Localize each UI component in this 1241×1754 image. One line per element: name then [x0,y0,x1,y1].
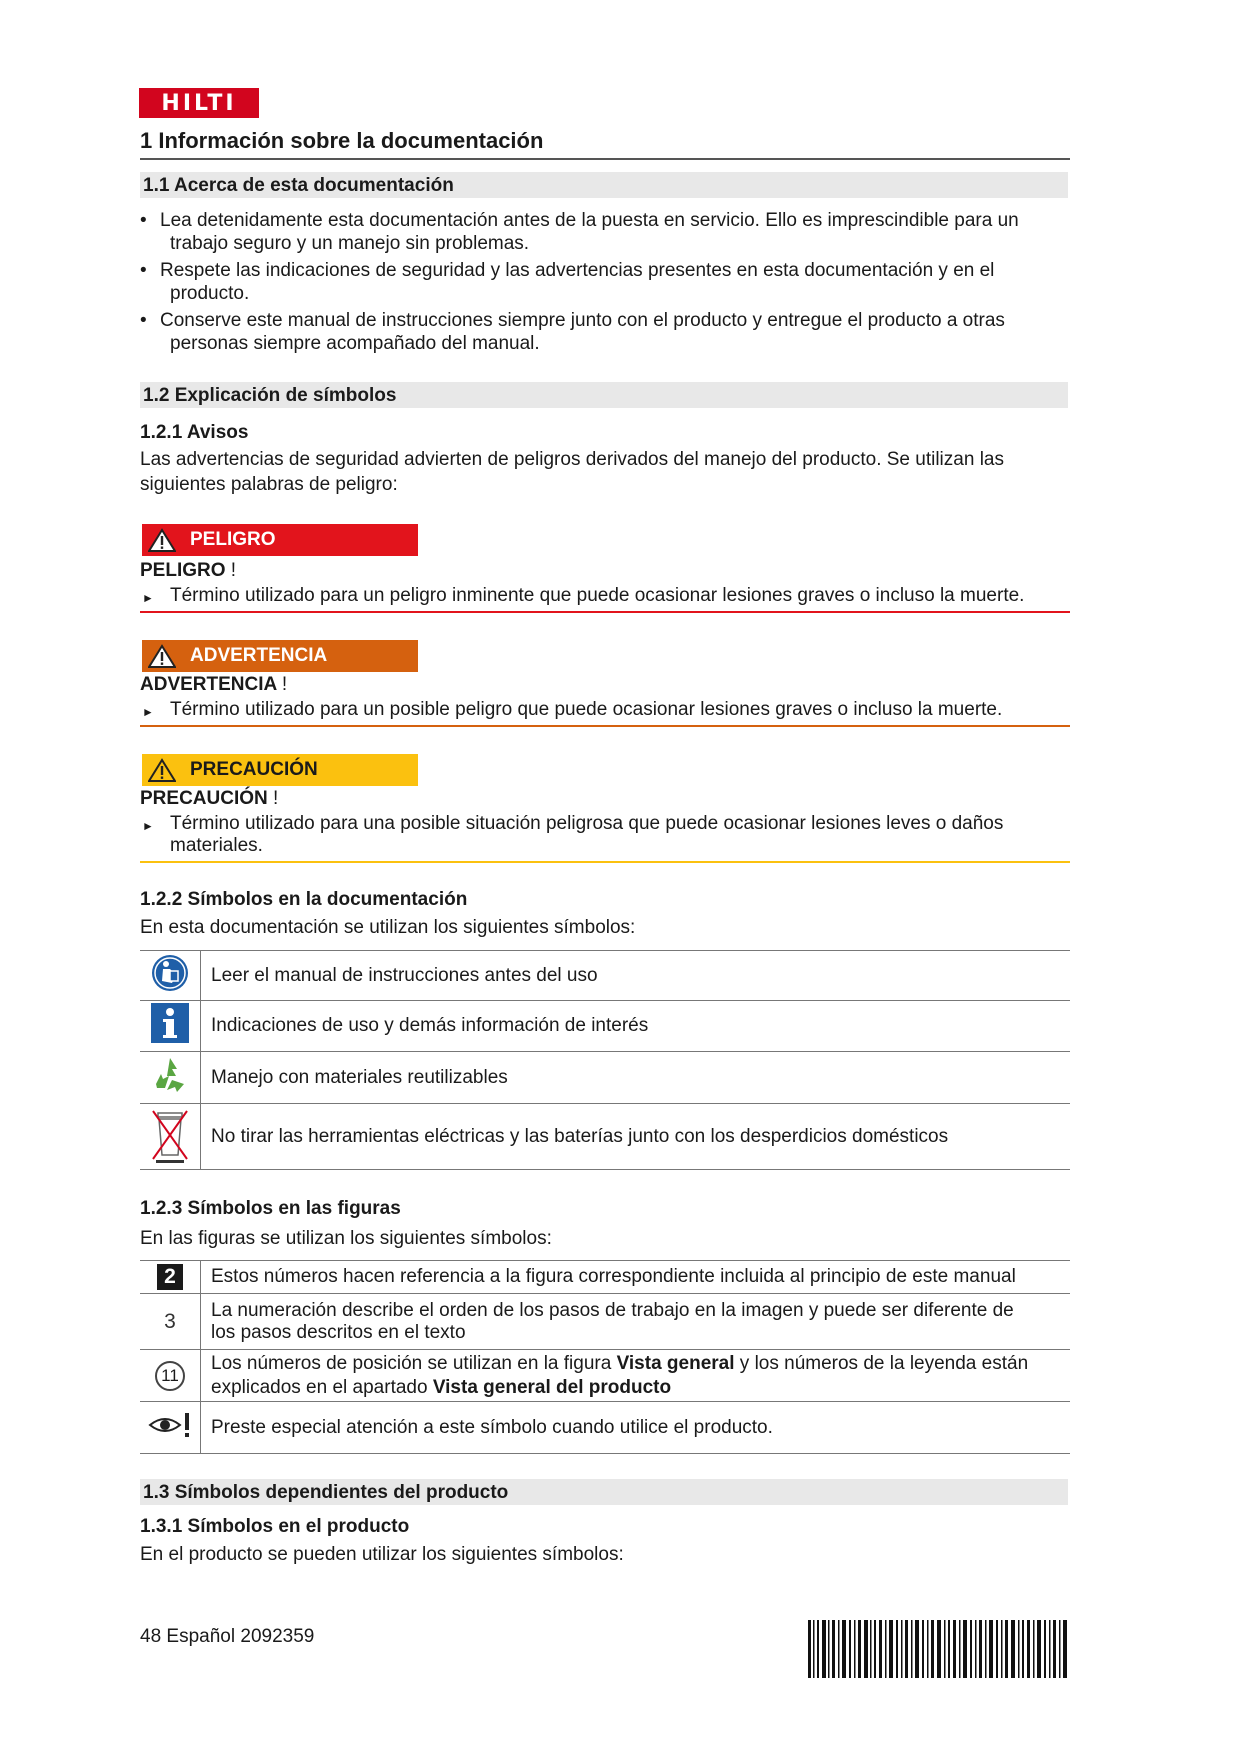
warning-triangle-icon [148,644,176,668]
arrow-bullet-icon: ► [142,819,154,833]
signal-word-text: PELIGRO [140,560,226,581]
barcode-icon [808,1620,1068,1678]
warning-description [140,699,1070,721]
description-line: los pasos descritos en el texto [211,1321,466,1343]
advertencia-box [142,640,418,672]
doc-symbols-table [140,950,1070,1170]
section-1-2-2-title: 1.2.2 Símbolos en la documentación [140,889,468,910]
signal-word-text: PRECAUCIÓN [140,788,268,809]
warning-description [140,585,1070,607]
symbol-description: Manejo con materiales reutilizables [201,1052,1071,1104]
symbol-description [201,1350,1071,1402]
signal-word-text: ADVERTENCIA [140,674,277,695]
info-icon [150,1002,190,1044]
section-1-3-title: 1.3 Símbolos dependientes del producto [143,1482,509,1503]
warning-text-line: materiales. [170,835,263,856]
avisos-intro [140,447,1130,497]
intro-line: Las advertencias de seguridad advierten de peligros derivados del manejo del producto. Se utilizan las [140,449,1004,470]
bullet-line: Respete las indicaciones de seguridad y las advertencias presentes en esta documentación y en el [160,260,995,281]
symbol-description: Estos números hacen referencia a la figura correspondiente incluida al principio de este manual [201,1261,1071,1294]
symbol-cell [140,1294,201,1350]
figure-symbols-table [140,1260,1070,1454]
bullet-line: Conserve este manual de instrucciones siempre junto con el producto y entregue el producto a otras [160,310,1005,331]
symbols-figures-intro: En las figuras se utilizan los siguientes símbolos: [140,1228,552,1249]
description-line: La numeración describe el orden de los pasos de trabajo en la imagen y puede ser diferente de [211,1299,1014,1321]
table-row [140,1350,1070,1402]
warning-rule [140,611,1070,613]
figure-number-text: 2 [164,1265,176,1288]
signal-word-excl: ! [273,788,279,809]
table-row [140,951,1070,1001]
warning-description [140,813,1070,857]
figure-number-icon [157,1264,183,1290]
table-row [140,1001,1070,1052]
symbols-doc-intro: En esta documentación se utilizan los siguientes símbolos: [140,917,636,938]
description-line [211,1376,1070,1400]
bullet-item: • Respete las indicaciones de seguridad y las advertencias presentes en esta documentación y en el producto. [140,260,1130,305]
bullet-line: trabajo seguro y un manejo sin problemas. [170,232,530,254]
warning-label: ADVERTENCIA [190,645,328,666]
recycle-icon [149,1054,191,1096]
warning-triangle-icon [148,528,176,552]
arrow-bullet-icon: ► [142,591,154,605]
warning-text-line: Término utilizado para una posible situación peligrosa que puede ocasionar lesiones leves o daños [170,813,1004,834]
bullet-item: • Lea detenidamente esta documentación antes de la puesta en servicio. Ello es imprescindible para un trabajo seguro y un manejo sin problemas. [140,210,1130,255]
text-run-bold: Vista general [616,1352,735,1374]
page-number: 48 [140,1626,162,1647]
table-row [140,1052,1070,1104]
symbol-cell [140,1261,201,1294]
warning-label: PELIGRO [190,529,276,550]
signal-word-excl: ! [281,674,288,695]
symbol-cell [140,951,201,1001]
bullet-line: Lea detenidamente esta documentación antes de la puesta en servicio. Ello es imprescindible para un [160,210,1019,231]
precaucion-box [142,754,418,786]
hilti-logo [139,88,259,118]
product-symbols-intro: En el producto se pueden utilizar los siguientes símbolos: [140,1544,624,1565]
section-1-1-bar [140,172,1068,198]
warning-triangle-icon [148,758,176,782]
warning-text-line: Término utilizado para un peligro inminente que puede ocasionar lesiones graves o incluso la muerte. [170,585,1025,606]
table-row [140,1104,1070,1170]
bullet-item: • Conserve este manual de instrucciones siempre junto con el producto y entregue el producto a otras personas siempre acompañado del manual. [140,310,1130,355]
description-line [211,1352,1070,1376]
warning-rule [140,861,1070,863]
peligro-box [142,524,418,556]
signal-word [140,674,287,696]
logo-text: HILTI [161,91,237,116]
table-row [140,1402,1070,1454]
bullet-line: personas siempre acompañado del manual. [170,332,540,354]
page-footer [140,1626,314,1648]
symbol-description: Leer el manual de instrucciones antes del uso [201,951,1071,1001]
signal-word [140,788,278,810]
section-1-2-bar [140,382,1068,408]
text-run-bold: Vista general del producto [432,1376,672,1398]
symbol-cell [140,1350,201,1402]
symbol-description: No tirar las herramientas eléctricas y las baterías junto con los desperdicios domésticos [201,1104,1071,1170]
bullet-line: producto. [170,282,250,304]
signal-word-excl: ! [230,560,237,581]
section-1-2-3-title: 1.2.3 Símbolos en las figuras [140,1198,401,1219]
chapter-heading: 1 Información sobre la documentación [140,128,1070,160]
warning-label: PRECAUCIÓN [190,759,318,780]
crossed-bin-icon [150,1105,190,1163]
table-row [140,1294,1070,1350]
section-1-1-title: 1.1 Acerca de esta documentación [143,175,454,196]
footer-language: Español [166,1626,236,1647]
warning-text-line: Término utilizado para un posible peligro que puede ocasionar lesiones graves o incluso la muerte. [170,699,1003,720]
symbol-description: Preste especial atención a este símbolo cuando utilice el producto. [201,1402,1071,1454]
step-number-icon: 3 [164,1309,176,1333]
text-run: Los números de posición se utilizan en la figura [211,1352,617,1374]
signal-word [140,560,236,582]
arrow-bullet-icon: ► [142,705,154,719]
position-number-text: 11 [161,1365,179,1385]
intro-line: siguientes palabras de peligro: [140,474,398,495]
table-row [140,1261,1070,1294]
eye-attention-icon [148,1411,192,1439]
symbol-cell [140,1104,201,1170]
read-manual-icon [150,953,190,993]
symbol-cell [140,1052,201,1104]
symbol-cell [140,1001,201,1052]
footer-doc-code: 2092359 [240,1626,315,1647]
symbol-description: Indicaciones de uso y demás información de interés [201,1001,1071,1052]
warning-rule [140,725,1070,727]
section-1-2-title: 1.2 Explicación de símbolos [143,385,397,406]
position-number-icon [155,1361,185,1391]
section-1-2-1-title: 1.2.1 Avisos [140,422,249,443]
section-1-3-1-title: 1.3.1 Símbolos en el producto [140,1516,410,1537]
symbol-cell [140,1402,201,1454]
text-run: explicados en el apartado [211,1376,433,1398]
text-run: y los números de la leyenda están [734,1352,1029,1374]
section-1-3-bar [140,1479,1068,1505]
symbol-description [201,1294,1071,1350]
